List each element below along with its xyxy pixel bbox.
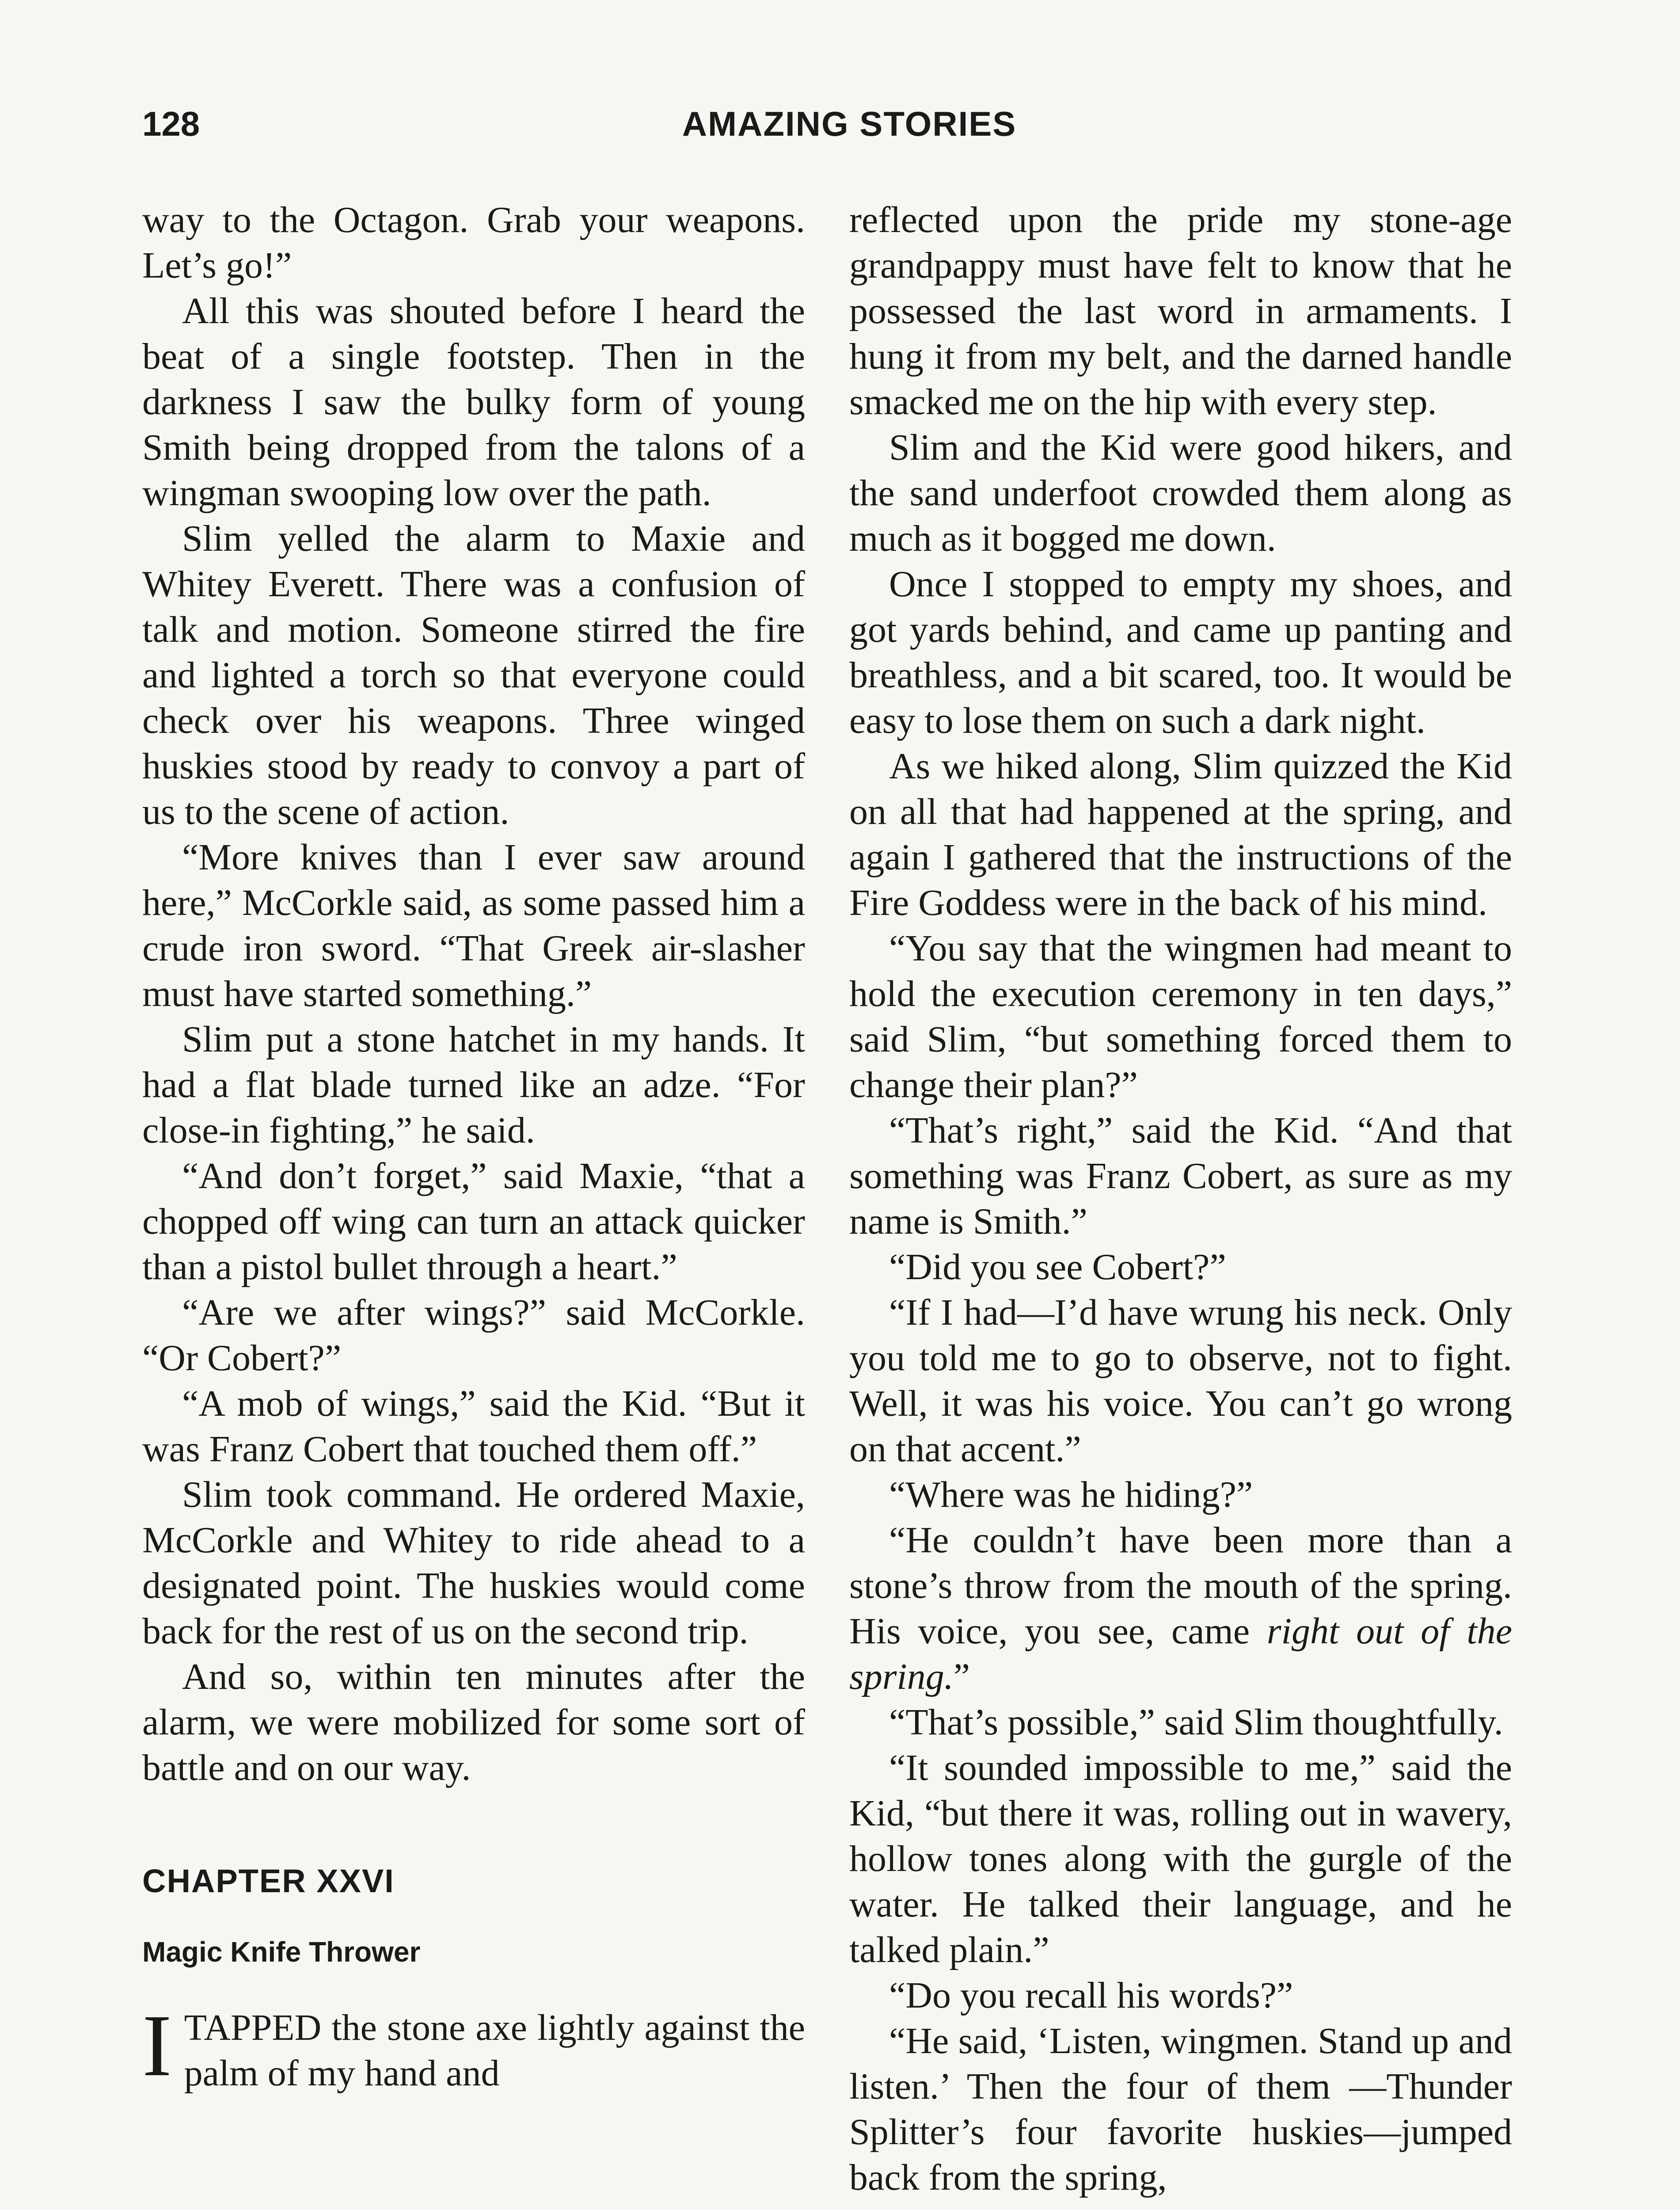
paragraph: Slim put a stone hatchet in my hands. It had a flat blade turned like an adze. “For close-in fighting,” he said. [142,1019,805,1151]
paragraph: “And don’t forget,” said Maxie, “that a chopped off wing can turn an attack quicker than a pistol bullet through a heart.” [142,1155,805,1288]
right-column [849,197,1512,2200]
paragraph: “You say that the wingmen had meant to hold the execution ceremony in ten days,” said Slim, “but something forced them to change their plan?” [849,928,1512,1105]
chapter-title: CHAPTER XXVI [142,1863,395,1899]
paragraph: Slim yelled the alarm to Maxie and Whitey Everett. There was a confusion of talk and motion. Someone stirred the fire and lighted a torch so that everyone could check over his weapons. Three winged huskies stood by ready to convoy a part of us to the scene of action. [142,518,805,832]
closing-quote: ” [953,1656,970,1697]
paragraph: “If I had—I’d have wrung his neck. Only you told me to go to observe, not to fight. Well, it was his voice. You can’t go wrong on that accent.” [849,1292,1512,1470]
paragraph: “That’s possible,” said Slim thoughtfully. [889,1702,1503,1743]
running-head: AMAZING STORIES [682,104,1017,143]
paragraph-text: “He couldn’t have been more than a stone’s throw from the mouth of the spring. His voice, you see, came [849,1520,1512,1652]
paragraph: way to the Octagon. Grab your weapons. Let’s go!” [142,199,805,286]
page-number: 128 [142,104,200,143]
paragraph: “Do you recall his words?” [889,1975,1293,2016]
paragraph: Once I stopped to empty my shoes, and got yards behind, and came up panting and breathless, and a bit scared, too. It would be easy to lose them on such a dark night. [849,564,1512,741]
paragraph [849,1517,1512,1699]
paragraph: And so, within ten minutes after the alarm, we were mobilized for some sort of battle and on our way. [142,1656,805,1788]
page-header [142,99,1538,148]
italic-text: right out of the spring. [849,1611,1512,1697]
paragraph: reflected upon the pride my stone-age grandpappy must have felt to know that he possessed the last word in armaments. I hung it from my belt, and the darned handle smacked me on the hip with every step. [849,199,1512,423]
paragraph: “Are we after wings?” said McCorkle. “Or Cobert?” [142,1292,805,1379]
paragraph: Slim and the Kid were good hikers, and the sand underfoot crowded them along as much as it bogged me down. [849,427,1512,559]
paragraph: As we hiked along, Slim quizzed the Kid on all that had happened at the spring, and again I gathered that the instructions of the Fire Goddess were in the back of his mind. [849,746,1512,923]
paragraph: “He said, ‘Listen, wingmen. Stand up and listen.’ Then the four of them —Thunder Splitter’s four favorite huskies—jumped back from the spring, [849,2020,1512,2198]
paragraph: Slim took command. He ordered Maxie, McCorkle and Whitey to ride ahead to a designated point. The huskies would come back for the rest of us on the second trip. [142,1474,805,1652]
paragraph: “That’s right,” said the Kid. “And that something was Franz Cobert, as sure as my name is Smith.” [849,1110,1512,1242]
chapter-subtitle: Magic Knife Thrower [142,1936,421,1968]
paragraph: All this was shouted before I heard the beat of a single footstep. Then in the darkness I saw the bulky form of young Smith being dropped from the talons of a wingman swooping low over the path. [142,290,805,514]
chapter-opening-paragraph [142,1997,805,2096]
opening-text: TAPPED the stone axe lightly against the palm of my hand and [184,2007,805,2094]
paragraph: “It sounded impossible to me,” said the Kid, “but there it was, rolling out in wavery, hollow tones along with the gurgle of the water. He talked their language, and he talked plain.” [849,1747,1512,1970]
drop-cap: I [142,1997,172,2095]
paragraph: “Did you see Cobert?” [889,1246,1226,1288]
left-column [142,197,805,2096]
paragraph: “A mob of wings,” said the Kid. “But it was Franz Cobert that touched them off.” [142,1383,805,1470]
paragraph: “Where was he hiding?” [889,1474,1253,1515]
paragraph: “More knives than I ever saw around here,” McCorkle said, as some passed him a crude iron sword. “That Greek air-slasher must have started something.” [142,837,805,1014]
